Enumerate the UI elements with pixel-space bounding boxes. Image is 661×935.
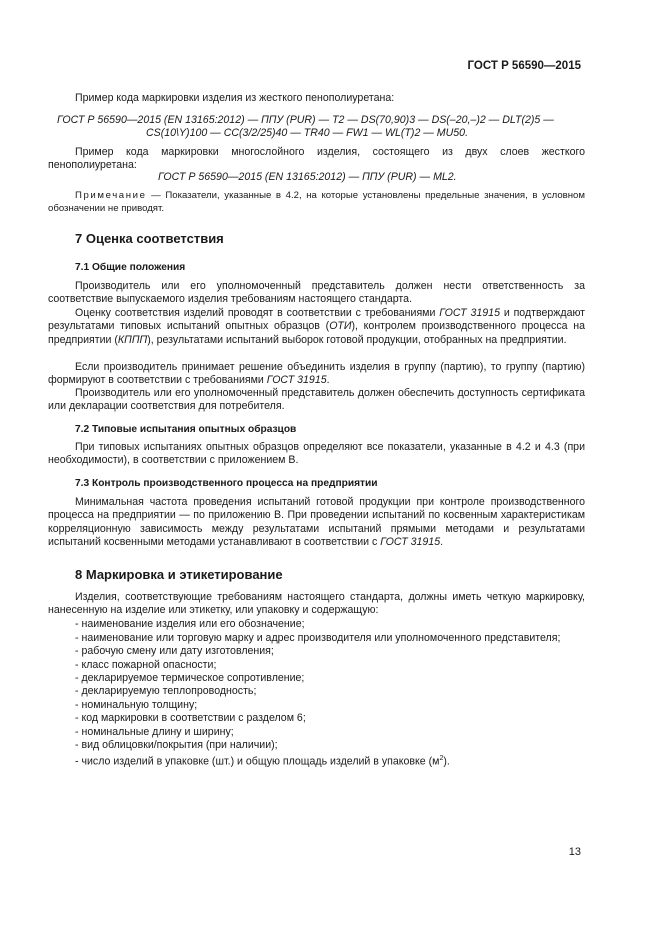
s71-p2-ref-oti: ОТИ [329, 320, 352, 333]
s8-list-item: - декларируемую теплопроводность; [75, 685, 257, 697]
s8-list-item: - вид облицовки/покрытия (при наличии); [75, 739, 278, 751]
example1-code-line1: ГОСТ Р 56590—2015 (EN 13165:2012) — ППУ (PUR) — T2 — DS(70,90)3 — DS(–20,–)2 — DLT(2)5 — [57, 114, 554, 126]
s8-list-item: - класс пожарной опасности; [75, 659, 217, 671]
s8-list-item: - наименование или торговую марку и адрес производителя или уполномоченного представителя; [75, 632, 561, 644]
s71-p2-text-d: ), результатами испытаний выборок готовой продукции, отобранных на предприятии. [147, 333, 567, 346]
example2-intro: Пример кода маркировки многослойного изделия, состоящего из двух слоев жесткого пенополиуретана: [48, 146, 585, 172]
s8-last-item-text-a: - число изделий в упаковке (шт.) и общую площадь изделий в упаковке (м [75, 755, 440, 768]
section-8-title: 8 Маркировка и этикетирование [75, 567, 283, 582]
section-7-1-title: 7.1 Общие положения [75, 262, 186, 273]
s71-paragraph-1: Производитель или его уполномоченный представитель должен нести ответственность за соответствие выпускаемого изделия требованиям настоящего стандарта. [48, 280, 585, 306]
s8-intro: Изделия, соответствующие требованиям настоящего стандарта, должны иметь четкую маркировку, нанесенную на изделие или этикетку, или упаковку и содержащую: [48, 591, 585, 617]
s71-p2-ref-gost: ГОСТ 31915 [439, 307, 500, 319]
s8-last-item-superscript: 2 [439, 755, 444, 762]
section-7-title: 7 Оценка соответствия [75, 231, 224, 246]
document-header-id: ГОСТ Р 56590—2015 [467, 60, 581, 72]
note-label: Примечание [75, 190, 147, 201]
note-paragraph [48, 190, 585, 215]
s8-list-item: - рабочую смену или дату изготовления; [75, 645, 274, 657]
s73-paragraph-1 [48, 496, 585, 550]
s71-p3-text-b: . [326, 374, 330, 387]
s71-paragraph-3 [48, 361, 585, 388]
s71-p2-ref-kppp: КППП [117, 333, 148, 346]
example1-intro: Пример кода маркировки изделия из жесткого пенополиуретана: [75, 92, 395, 104]
section-7-2-title: 7.2 Типовые испытания опытных образцов [75, 424, 297, 435]
s8-list-item: - номинальные длину и ширину; [75, 726, 234, 738]
s8-list-item: - код маркировки в соответствии с разделом 6; [75, 712, 306, 724]
s8-list-item: - наименование изделия или его обозначение; [75, 618, 305, 630]
s8-list-item-last [75, 752, 450, 769]
example1-code-line2: CS(10\Y)100 — CC(3/2/25)40 — TR40 — FW1 — WL(T)2 — MU50. [146, 127, 469, 139]
s71-p2-text-b: и подтверждают результатами типовых испытаний опытных образцов ( [48, 307, 586, 333]
example2-code: ГОСТ Р 56590—2015 (EN 13165:2012) — ППУ (PUR) — ML2. [158, 171, 457, 183]
s8-list-item: - декларируемое термическое сопротивление; [75, 672, 305, 684]
s8-list-item: - номинальную толщину; [75, 699, 198, 711]
s73-p1-ref-gost: ГОСТ 31915 [380, 536, 441, 549]
note-text: — Показатели, указанные в 4.2, на которые установлены предельные значения, в условном обозначении не приводят. [48, 190, 585, 214]
s71-paragraph-4: Производитель или его уполномоченный представитель должен обеспечить доступность сертификата или декларации соответствия для потребителя. [48, 387, 585, 413]
section-7-3-title: 7.3 Контроль производственного процесса на предприятии [75, 478, 378, 489]
s8-last-item-text-b: ). [443, 755, 450, 768]
s71-p2-text-c: ), контролем производственного процесса на предприятии ( [48, 320, 585, 346]
s71-paragraph-2 [48, 307, 585, 347]
s71-p2-text-a: Оценку соответствия изделий проводят в соответствии с требованиями [75, 307, 440, 319]
s71-p3-text-a: Если производитель принимает решение объединить изделия в группу (партию), то группу (партию) формируют в соответствии с требованиями [48, 361, 585, 387]
s73-p1-text-a: Минимальная частота проведения испытаний готовой продукции при контроле производственного процесса на предприятии — по приложению В. При проведении испытаний по косвенным характеристикам корреляционную зависимость между результатами испытаний прямыми методами и результатами испытаний косвенными методами устанавливают в соответствии с [48, 496, 585, 549]
s72-paragraph-1: При типовых испытаниях опытных образцов определяют все показатели, указанные в 4.2 и 4.3 (при необходимости), в соответствии с приложением В. [48, 441, 585, 467]
page-number: 13 [568, 846, 581, 858]
s71-p3-ref-gost: ГОСТ 31915 [266, 374, 327, 387]
s73-p1-text-b: . [440, 536, 444, 549]
